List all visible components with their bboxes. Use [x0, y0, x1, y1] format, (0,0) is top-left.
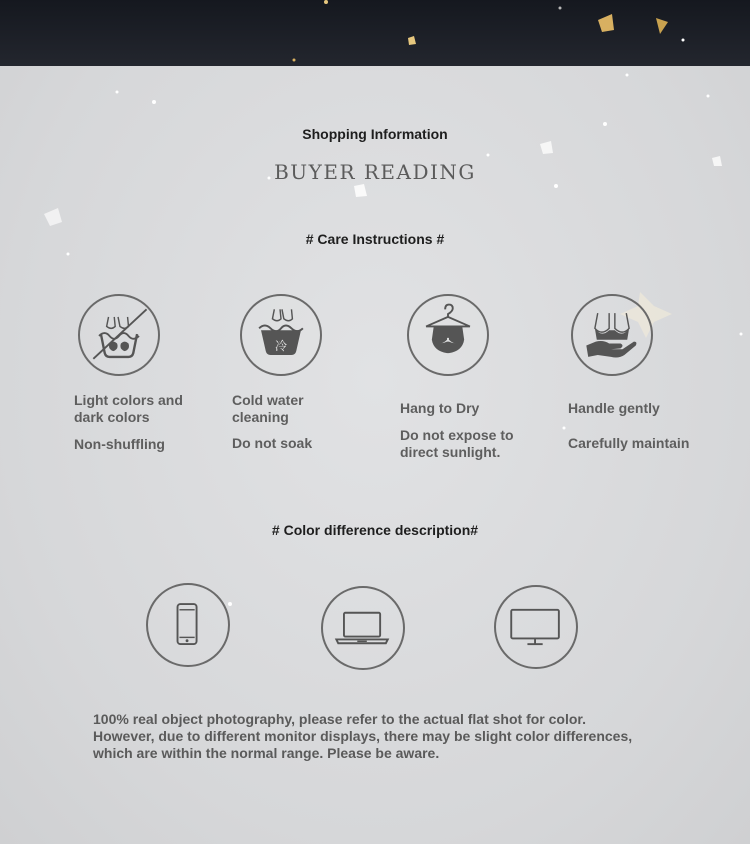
top-decorative-band	[0, 0, 750, 66]
no-mix-wash-icon	[78, 294, 160, 376]
hand-care-icon	[571, 294, 653, 376]
care-item-4-primary: Handle gently	[568, 400, 660, 416]
color-difference-title: # Color difference description#	[271, 522, 479, 538]
care-item-3-primary: Hang to Dry	[400, 400, 480, 416]
care-item-4-secondary: Carefully maintain	[568, 435, 690, 451]
shopping-information-heading: Shopping Information	[302, 126, 448, 142]
cold-water-wash-icon	[240, 294, 322, 376]
buyer-reading-heading: BUYER READING	[274, 160, 476, 184]
gold-confetti-decoration	[0, 0, 750, 66]
hang-dry-icon	[407, 294, 489, 376]
care-item-3-secondary: Do not expose to direct sunlight.	[400, 427, 514, 460]
smartphone-icon	[146, 583, 230, 667]
laptop-icon	[321, 586, 405, 670]
cold-water-glyph: 冷	[274, 339, 287, 353]
color-difference-description: 100% real object photography, please refer to the actual flat shot for color. However, due to different monitor displays, there may be slight color differences, which are within the normal range. Please be aware.	[93, 711, 633, 761]
care-instructions-title: # Care Instructions #	[305, 231, 445, 247]
monitor-icon	[494, 585, 578, 669]
care-item-1-primary: Light colors and dark colors	[74, 392, 183, 425]
care-item-1-secondary: Non-shuffling	[74, 436, 165, 452]
care-item-2-primary: Cold water cleaning	[232, 392, 304, 425]
care-item-2-secondary: Do not soak	[232, 435, 313, 451]
